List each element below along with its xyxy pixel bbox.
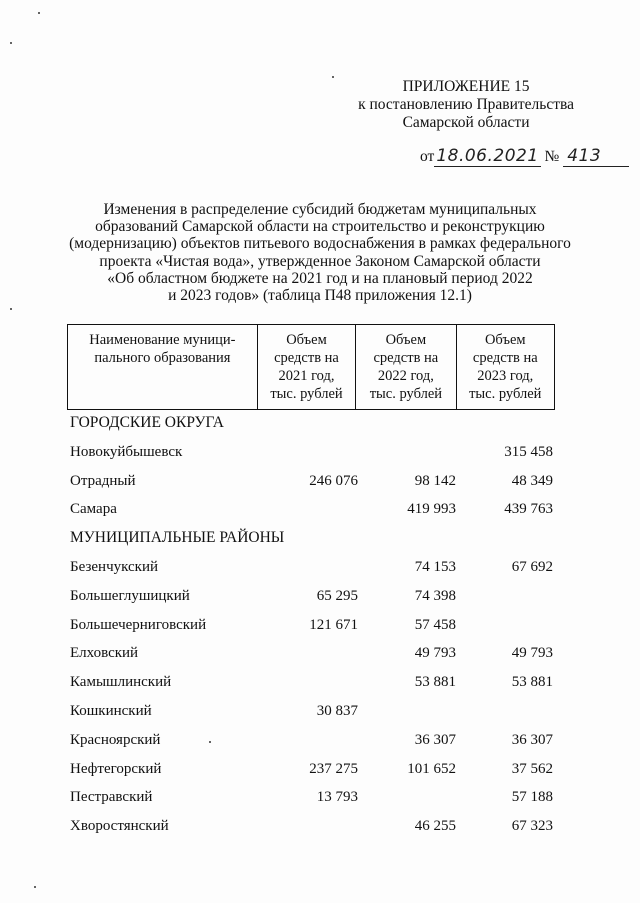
value-2022: 74 153 [414, 558, 456, 575]
municipality-name: Самара [70, 501, 117, 518]
municipality-name: Отрадный [70, 472, 136, 489]
appendix-line-2: к постановлению Правительства [358, 96, 574, 113]
table-row [70, 668, 610, 697]
title-line: Изменения в распределение субсидий бюджетам муниципальных [103, 201, 537, 218]
value-2021: 30 837 [316, 702, 358, 719]
document-title [60, 201, 580, 304]
resolution-date-line [420, 146, 629, 166]
municipality-name: Елховский [70, 645, 139, 662]
table-row [70, 812, 610, 841]
table-row [70, 611, 610, 640]
value-2022: 49 793 [414, 645, 456, 662]
title-line: образований Самарской области на строительство и реконструкцию [95, 218, 545, 236]
number-sign: № [544, 148, 560, 165]
scan-speck [10, 308, 12, 310]
value-2022: 46 255 [414, 818, 456, 835]
value-2023: 49 793 [511, 645, 553, 662]
value-2023: 37 562 [511, 760, 553, 777]
municipality-name: Камышлинский [70, 674, 172, 691]
header-2021: Объем средств на 2021 год, тыс. рублей [257, 325, 355, 410]
value-2023: 48 349 [511, 472, 553, 489]
table-row [70, 438, 610, 467]
header-2023: Объем средств на 2023 год, тыс. рублей [456, 325, 554, 410]
value-2021: 13 793 [316, 789, 358, 806]
header-2022: Объем средств на 2022 год, тыс. рублей [356, 325, 456, 410]
subsidy-table-body [70, 409, 610, 841]
table-row [70, 697, 610, 726]
handwritten-date: 18.06.2021 [436, 146, 539, 166]
table-row [70, 755, 610, 784]
scan-speck [332, 76, 334, 78]
value-2023: 53 881 [511, 674, 553, 691]
municipality-name: Кошкинский [70, 702, 152, 719]
value-2022: 98 142 [414, 472, 456, 489]
table-row [70, 467, 610, 496]
municipality-name: Нефтегорский [70, 760, 162, 777]
value-2023: 57 188 [511, 789, 553, 806]
municipality-name: Хворостянский [70, 818, 169, 835]
value-2022: 74 398 [414, 587, 456, 604]
value-2023: 315 458 [504, 443, 553, 460]
value-2023: 67 323 [511, 818, 553, 835]
title-line: проекта «Чистая вода», утвержденное Законом Самарской области [99, 252, 541, 270]
scan-speck [38, 12, 40, 14]
value-2022: 36 307 [414, 731, 456, 748]
value-2022: 53 881 [414, 674, 456, 691]
value-2023: 67 692 [511, 558, 553, 575]
value-2021: 246 076 [309, 472, 358, 489]
handwritten-number: 413 [563, 146, 629, 167]
table-row [70, 726, 610, 755]
appendix-line-3: Самарской области [402, 114, 530, 131]
appendix-header [358, 78, 574, 132]
value-2022: 419 993 [407, 501, 456, 518]
section-heading: МУНИЦИПАЛЬНЫЕ РАЙОНЫ [70, 529, 285, 547]
header-municipality: Наименование муници- пального образования [68, 325, 258, 410]
value-2022: 57 458 [414, 616, 456, 633]
municipality-name: Безенчукский [70, 558, 159, 575]
table-row [70, 582, 610, 611]
section-heading-row [70, 409, 610, 438]
title-line: «Об областном бюджете на 2021 год и на плановый период 2022 [107, 269, 533, 287]
appendix-line-1: ПРИЛОЖЕНИЕ 15 [402, 78, 530, 95]
value-2021: 121 671 [309, 616, 358, 633]
subsidy-table-header [67, 324, 555, 410]
value-2021: 237 275 [309, 760, 358, 777]
section-heading-row [70, 524, 610, 553]
value-2021: 65 295 [316, 587, 358, 604]
scan-speck [34, 886, 36, 888]
municipality-name: Новокуйбышевск [70, 443, 183, 460]
municipality-name: Большеглушицкий [70, 587, 190, 604]
table-row [70, 639, 610, 668]
title-line: (модернизацию) объектов питьевого водоснабжения в рамках федерального [69, 235, 571, 253]
value-2023: 439 763 [504, 501, 553, 518]
title-line: и 2023 годов» (таблица П48 приложения 12.1) [168, 287, 472, 305]
table-row [70, 783, 610, 812]
date-prefix: от [420, 148, 435, 165]
municipality-name: Пестравский [70, 789, 153, 806]
value-2023: 36 307 [511, 731, 553, 748]
municipality-name: Большечерниговский [70, 616, 207, 633]
scan-speck [10, 42, 12, 44]
section-heading: ГОРОДСКИЕ ОКРУГА [70, 414, 224, 431]
table-row [70, 495, 610, 524]
municipality-name: Красноярский [70, 731, 161, 748]
table-header-row [68, 325, 555, 410]
value-2022: 101 652 [407, 760, 456, 777]
table-row [70, 553, 610, 582]
